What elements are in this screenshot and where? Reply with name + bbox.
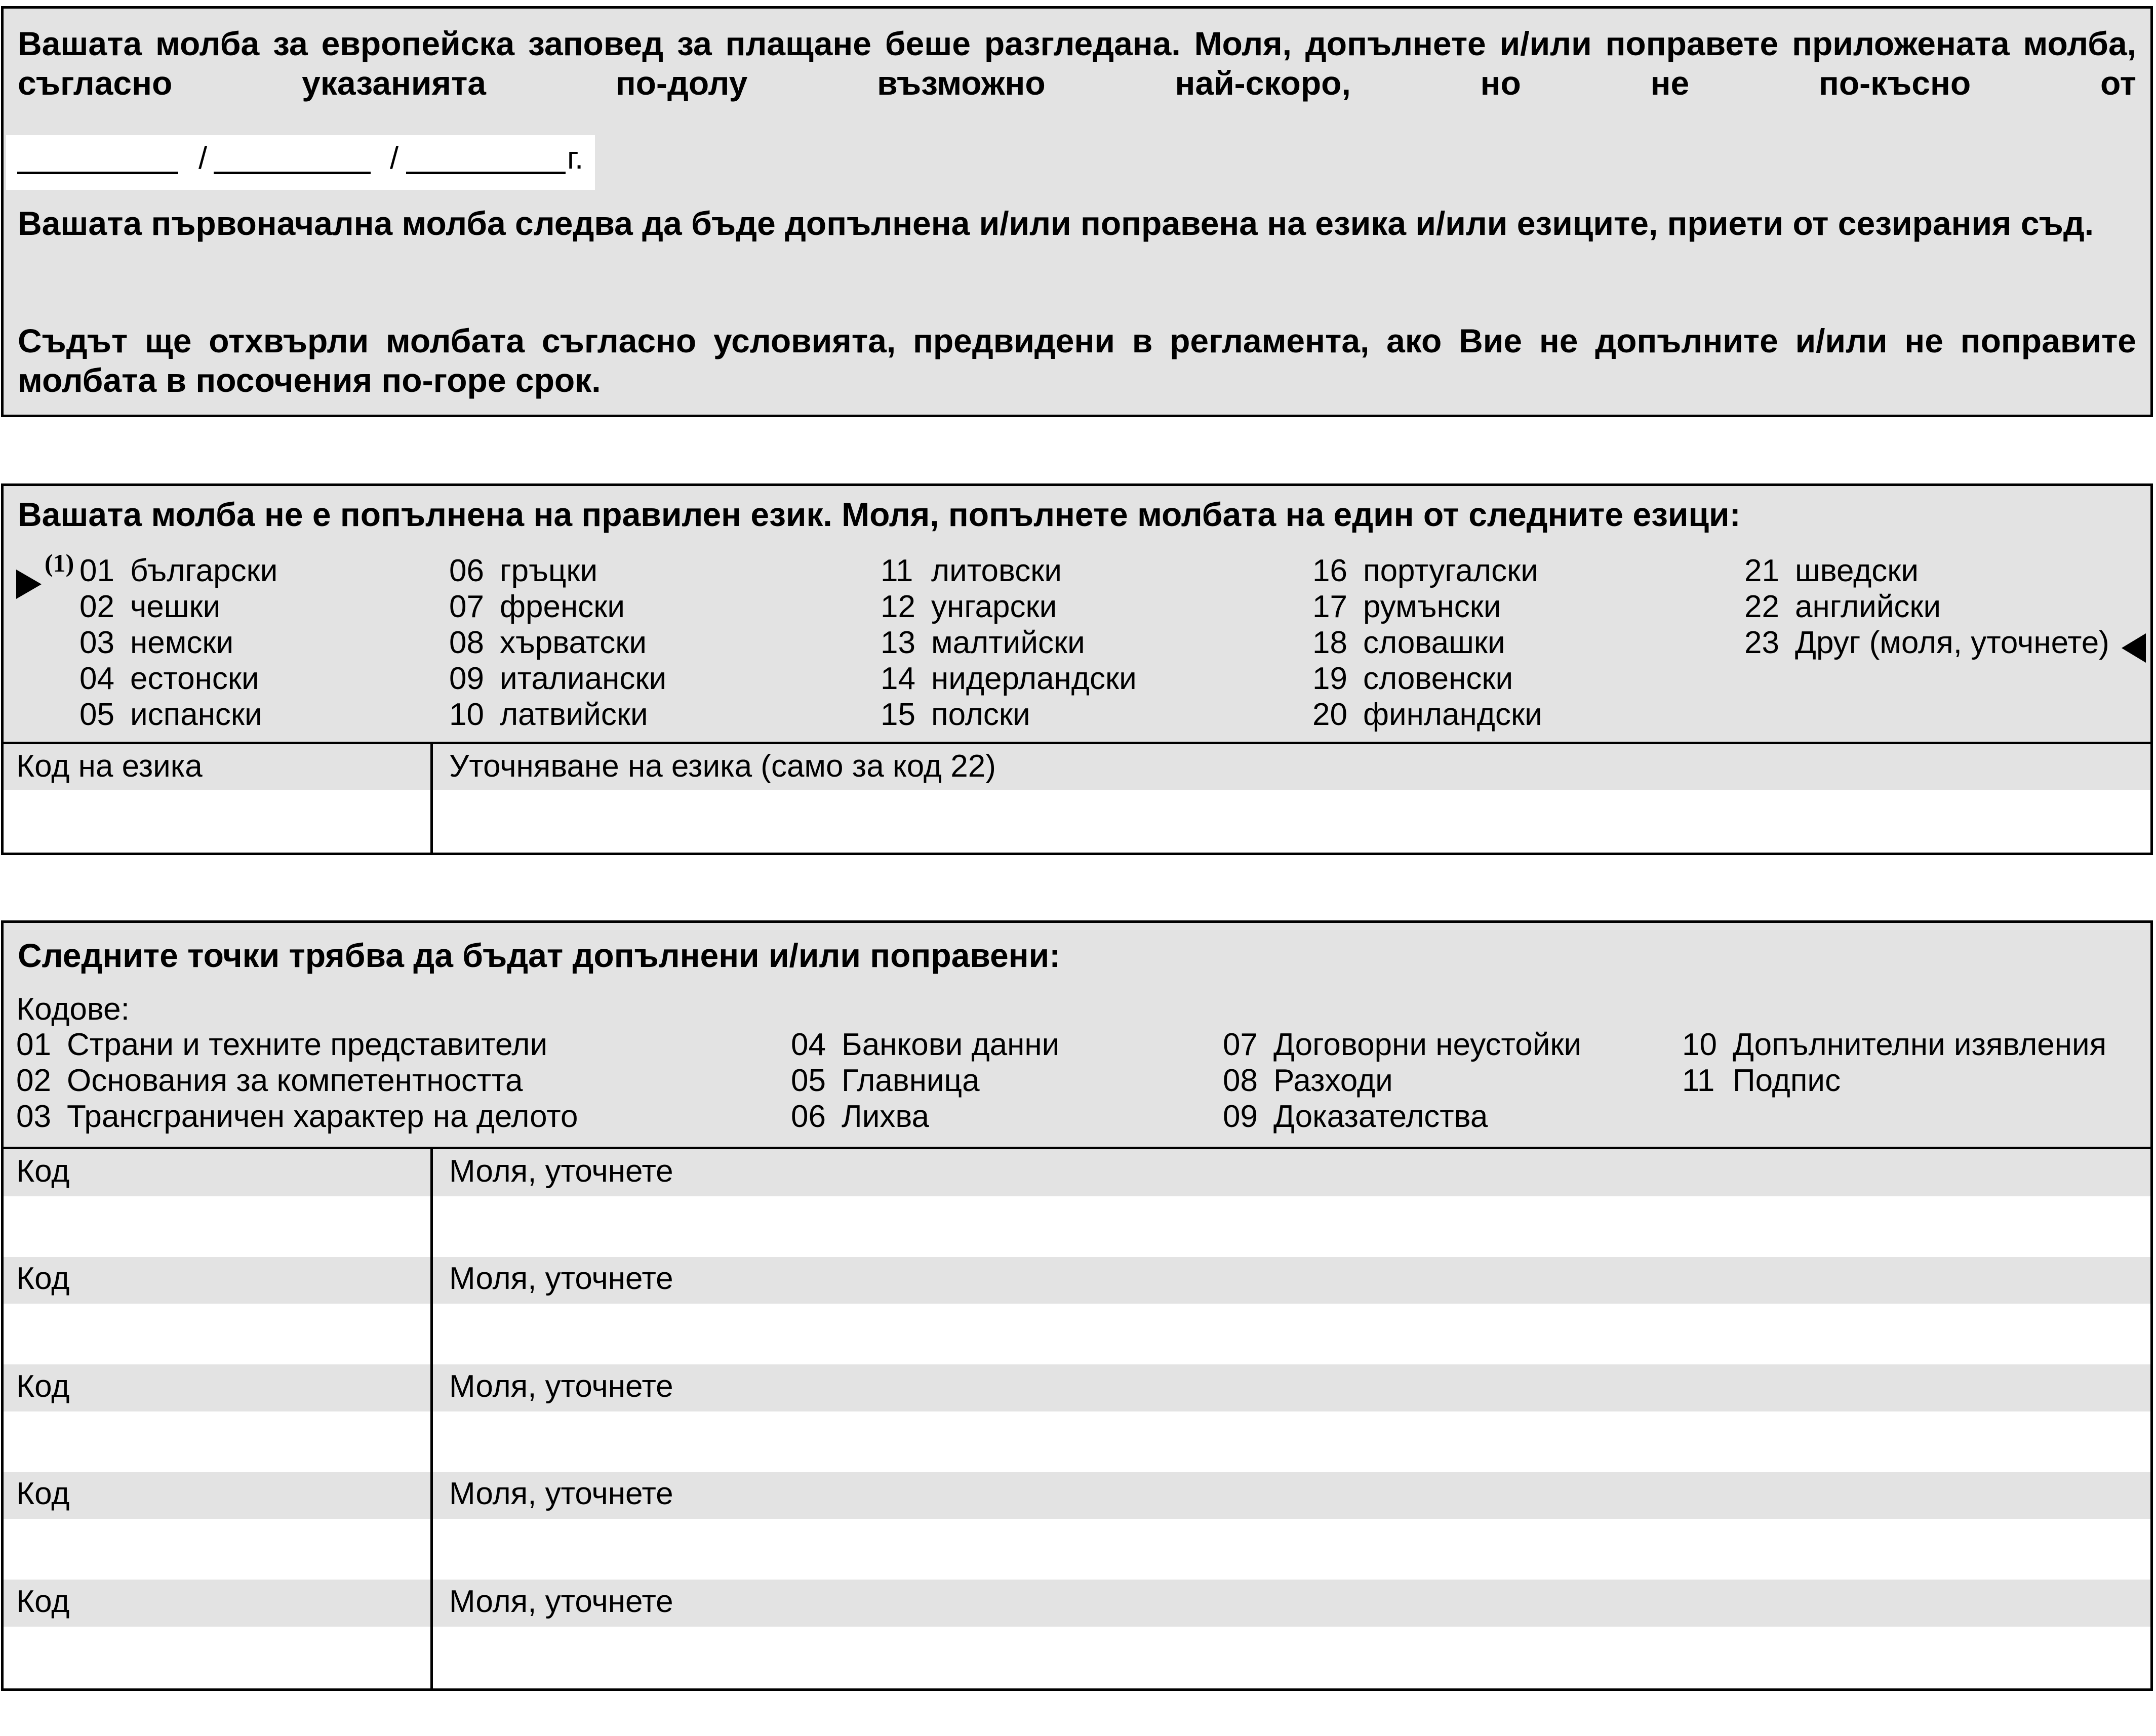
points-section	[1, 920, 2153, 1691]
language-section-title: Вашата молба не е попълнена на правилен език. Моля, попълнете молбата на един от следните езици:	[18, 496, 1741, 533]
day-blank[interactable]	[17, 172, 178, 174]
column-divider	[430, 742, 433, 855]
codes-column-3	[1223, 1027, 1581, 1135]
row-spec-input[interactable]	[433, 1196, 2150, 1257]
code-item: 11 Подпис	[1682, 1063, 1841, 1098]
language-option[interactable]: 09 италиански	[449, 661, 667, 696]
code-item: 10 Допълнителни изявления	[1682, 1027, 2107, 1062]
row-code-label: Код	[16, 1154, 70, 1189]
language-option[interactable]: 01 български	[79, 553, 278, 588]
language-option[interactable]: 17 румънски	[1312, 589, 1501, 624]
row-spec-input[interactable]	[433, 1304, 2150, 1364]
code-item: 08 Разходи	[1223, 1063, 1393, 1098]
language-spec-input[interactable]	[433, 790, 2150, 853]
language-option[interactable]: 03 немски	[79, 625, 234, 660]
row-code-label: Код	[16, 1584, 70, 1619]
language-option[interactable]: 06 гръцки	[449, 553, 598, 588]
row-code-input[interactable]	[4, 1411, 430, 1472]
year-blank[interactable]	[406, 172, 566, 174]
row-code-input[interactable]	[4, 1519, 430, 1580]
language-option[interactable]: 22 английски	[1744, 589, 1941, 624]
code-item: 04 Банкови данни	[791, 1027, 1060, 1062]
language-option[interactable]: 11 литовски	[881, 553, 1062, 588]
row-code-label: Код	[16, 1261, 70, 1296]
language-spec-label: Уточняване на езика (само за код 22)	[449, 749, 996, 784]
codes-column-4	[1682, 1027, 2106, 1099]
row-spec-label: Моля, уточнете	[449, 1261, 673, 1296]
language-option[interactable]: 16 португалски	[1312, 553, 1538, 588]
row-code-label: Код	[16, 1369, 70, 1404]
deadline-date-field[interactable]	[6, 135, 595, 190]
code-item: 06 Лихва	[791, 1099, 930, 1134]
language-section	[1, 483, 2153, 855]
language-option[interactable]: 12 унгарски	[881, 589, 1057, 624]
language-option[interactable]: 20 финландски	[1312, 697, 1542, 732]
date-separator: /	[390, 141, 399, 176]
notice-paragraph-2: Вашата първоначална молба следва да бъде допълнена и/или поправена на езика и/или езиците, приети от сезирания съд.	[18, 205, 2094, 242]
codes-label: Кодове:	[16, 992, 130, 1027]
notice-section	[1, 6, 2153, 417]
language-column-1	[79, 553, 277, 733]
language-column-5	[1744, 553, 2109, 661]
language-code-label: Код на езика	[16, 749, 203, 784]
pointer-right-icon	[16, 570, 42, 599]
pointer-left-icon	[2122, 633, 2146, 663]
row-spec-input[interactable]	[433, 1627, 2150, 1688]
code-item: 01 Страни и техните представители	[16, 1027, 548, 1062]
language-option[interactable]: 04 естонски	[79, 661, 259, 696]
row-spec-input[interactable]	[433, 1519, 2150, 1580]
language-option[interactable]: 18 словашки	[1312, 625, 1505, 660]
code-item: 05 Главница	[791, 1063, 980, 1098]
codes-column-2	[791, 1027, 1059, 1135]
language-column-4	[1312, 553, 1542, 733]
row-code-input[interactable]	[4, 1196, 430, 1257]
row-spec-input[interactable]	[433, 1411, 2150, 1472]
row-spec-label: Моля, уточнете	[449, 1476, 673, 1511]
language-option[interactable]: 02 чешки	[79, 589, 221, 624]
points-section-title: Следните точки трябва да бъдат допълнени и/или поправени:	[18, 937, 1061, 974]
language-column-2	[449, 553, 666, 733]
month-blank[interactable]	[214, 172, 371, 174]
code-item: 02 Основания за компетентността	[16, 1063, 523, 1098]
language-code-input[interactable]	[4, 790, 430, 853]
notice-paragraph-1: Вашата молба за европейска заповед за плащане беше разгледана. Моля, допълнете и/или поправете приложената молба, съгласно указанията по-долу възможно най-скоро, но не по-късно от	[18, 25, 2136, 102]
row-spec-label: Моля, уточнете	[449, 1369, 673, 1404]
language-option[interactable]: 13 малтийски	[881, 625, 1085, 660]
year-suffix: г.	[567, 141, 584, 176]
date-separator: /	[198, 141, 208, 176]
language-option-other[interactable]: 23 Друг (моля, уточнете)	[1744, 625, 2109, 660]
language-option[interactable]: 05 испански	[79, 697, 262, 732]
divider	[4, 1147, 2150, 1149]
language-option[interactable]: 08 хърватски	[449, 625, 647, 660]
row-code-label: Код	[16, 1476, 70, 1511]
footnote-marker: (1)	[45, 549, 74, 577]
language-option[interactable]: 21 шведски	[1744, 553, 1919, 588]
divider	[4, 742, 2150, 744]
language-option[interactable]: 14 нидерландски	[881, 661, 1137, 696]
language-column-3	[881, 553, 1137, 733]
code-item: 09 Доказателства	[1223, 1099, 1488, 1134]
notice-paragraph-3: Съдът ще отхвърли молбата съгласно условията, предвидени в регламента, ако Вие не допълните и/или не поправите молбата в посочения по-горе срок.	[18, 322, 2136, 399]
language-option[interactable]: 10 латвийски	[449, 697, 648, 732]
language-option[interactable]: 07 френски	[449, 589, 625, 624]
codes-column-1	[16, 1027, 578, 1135]
column-divider	[430, 1147, 433, 1688]
row-spec-label: Моля, уточнете	[449, 1584, 673, 1619]
row-code-input[interactable]	[4, 1304, 430, 1364]
code-item: 07 Договорни неустойки	[1223, 1027, 1582, 1062]
code-item: 03 Трансграничен характер на делото	[16, 1099, 578, 1134]
language-option[interactable]: 19 словенски	[1312, 661, 1513, 696]
row-code-input[interactable]	[4, 1627, 430, 1688]
language-option[interactable]: 15 полски	[881, 697, 1030, 732]
row-spec-label: Моля, уточнете	[449, 1154, 673, 1189]
